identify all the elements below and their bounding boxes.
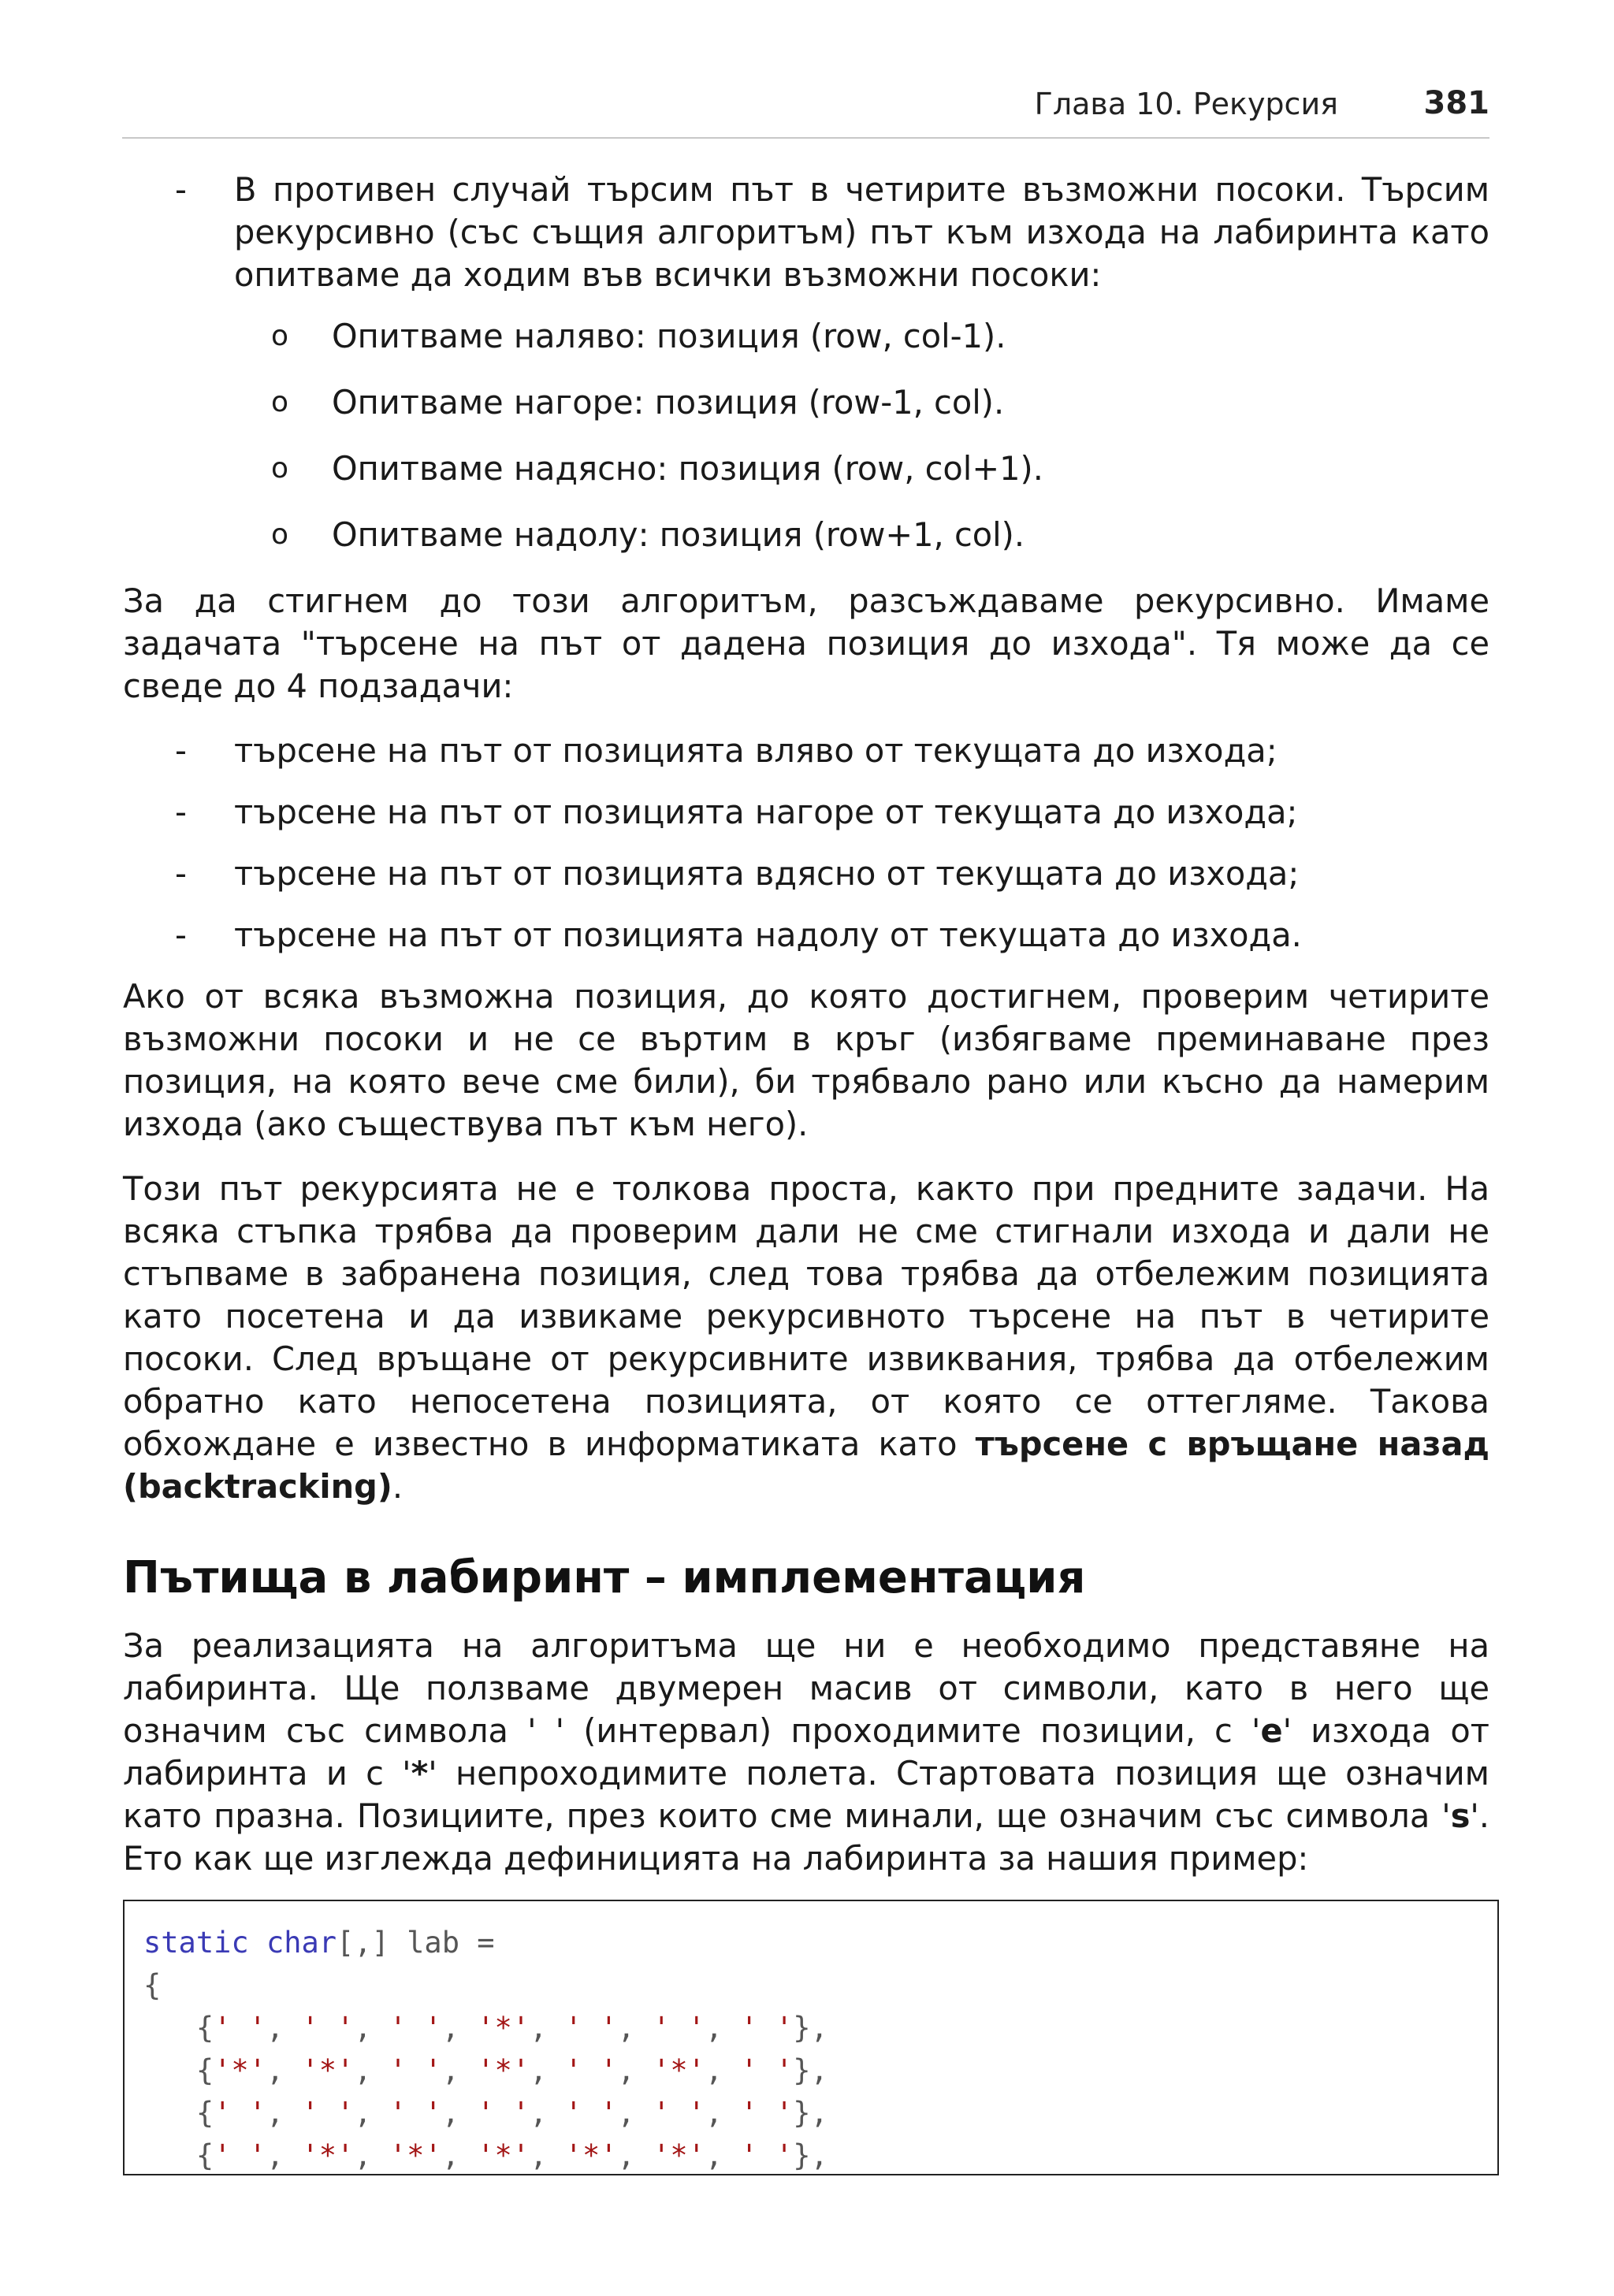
list-item bbox=[123, 791, 1489, 834]
code-char-literal: ' ' bbox=[653, 2096, 705, 2130]
section-title: Пътища в лабиринт – имплементация bbox=[123, 1552, 1086, 1603]
text-fragment: За реализацията на алгоритъма ще ни е необходимо представяне на лабиринта. Ще ползваме двумерен масив от символи, като в него ще означим със символа ' ' (интервал) проходимите позиции, с ' bbox=[123, 1626, 1489, 1750]
text-fragment: '. Ето как ще изглежда дефиницията на лабиринта за нашия пример: bbox=[123, 1796, 1489, 1878]
code-char-literal: ' ' bbox=[389, 2011, 442, 2045]
code-char-literal: ' ' bbox=[564, 2011, 618, 2045]
subtask-text: търсене на път от позицията нагоре от текущата до изхода; bbox=[234, 793, 1298, 831]
code-char-literal: ' ' bbox=[301, 2011, 355, 2045]
code-char-literal: '*' bbox=[389, 2138, 442, 2172]
code-char-literal: ' ' bbox=[214, 2096, 266, 2130]
list-item bbox=[123, 853, 1489, 895]
dash-marker: - bbox=[175, 916, 187, 954]
code-char-literal: ' ' bbox=[740, 2053, 794, 2087]
backtracking-term: търсене с връщане назад (backtracking) bbox=[123, 1425, 1489, 1506]
list-item bbox=[123, 169, 1489, 296]
code-keyword: char bbox=[266, 1926, 337, 1960]
code-char-literal: '*' bbox=[301, 2053, 355, 2087]
code-open-brace: { bbox=[143, 1968, 162, 2002]
code-char-literal: '*' bbox=[477, 2138, 530, 2172]
paragraph-end: . bbox=[392, 1467, 404, 1506]
dash-marker: - bbox=[175, 170, 187, 209]
paragraph-representation bbox=[123, 1625, 1489, 1880]
paragraph-recursion-idea: За да стигнем до този алгоритъм, разсъждаваме рекурсивно. Имаме задачата "търсене на път от дадена позиция до изхода". Тя може да се сведе до 4 подзадачи: bbox=[123, 581, 1489, 705]
circle-bullet-icon: o bbox=[271, 452, 289, 485]
code-declaration-line bbox=[143, 1922, 1497, 1964]
code-char-literal: '*' bbox=[301, 2138, 355, 2172]
exit-symbol: e bbox=[1260, 1711, 1283, 1750]
direction-text: Опитваме надолу: позиция (row+1, col). bbox=[332, 515, 1025, 554]
direction-text: Опитваме надясно: позиция (row, col+1). bbox=[332, 449, 1043, 488]
paragraph-exit-search: Ако от всяка възможна позиция, до която достигнем, проверим четирите възможни посоки и не се въртим в кръг (избягваме преминаване през позиция, на която вече сме били), би трябвало рано или късно да намерим изхода (ако съществува път към него). bbox=[123, 977, 1489, 1143]
circle-bullet-icon: o bbox=[271, 320, 289, 352]
dash-marker: - bbox=[175, 793, 187, 831]
chapter-title: Глава 10. Рекурсия bbox=[1034, 87, 1338, 121]
text-fragment: ' изхода от лабиринта и с ' bbox=[123, 1711, 1489, 1793]
paragraph-backtracking bbox=[123, 1168, 1489, 1508]
code-maze-row: {' ', '*', '*', '*', '*', '*', ' '}, bbox=[143, 2138, 828, 2172]
page-header bbox=[122, 82, 1489, 139]
code-char-literal: '*' bbox=[653, 2138, 705, 2172]
visited-symbol: s bbox=[1450, 1796, 1471, 1835]
code-char-literal: ' ' bbox=[740, 2138, 794, 2172]
code-char-literal: ' ' bbox=[740, 2096, 794, 2130]
code-char-literal: ' ' bbox=[477, 2096, 530, 2130]
list-item bbox=[123, 914, 1489, 957]
list-item bbox=[123, 315, 1489, 358]
direction-text: Опитваме нагоре: позиция (row-1, col). bbox=[332, 383, 1005, 422]
code-char-literal: ' ' bbox=[740, 2011, 794, 2045]
wall-symbol: * bbox=[411, 1754, 429, 1793]
dash-marker: - bbox=[175, 731, 187, 770]
page-number: 381 bbox=[1423, 85, 1489, 121]
code-maze-row: {'*', '*', ' ', '*', ' ', '*', ' '}, bbox=[143, 2053, 828, 2087]
code-keyword: static bbox=[143, 1926, 249, 1960]
list-item bbox=[123, 514, 1489, 556]
paragraph-text: Този път рекурсията не е толкова проста, както при предните задачи. На всяка стъпка трябва да проверим дали не сме стигнали изхода и дали не стъпваме в забранена позиция, след това трябва да отбележим позицията като посетена и да извикаме рекурсивното търсене на път в четирите посоки. След връщане от рекурсивните извиквания, трябва да отбележим обратно като непосетена позицията, от която се оттегляме. Такова обхождане е известно в информатиката като bbox=[123, 1169, 1489, 1463]
code-maze-row: {' ', ' ', ' ', '*', ' ', ' ', ' '}, bbox=[143, 2011, 828, 2045]
circle-bullet-icon: o bbox=[271, 518, 289, 551]
direction-text: Опитваме наляво: позиция (row, col-1). bbox=[332, 317, 1006, 355]
list-item-text: В противен случай търсим път в четирите възможни посоки. Търсим рекурсивно (със същия алгоритъм) път към изхода на лабиринта като опитваме да ходим във всички възможни посоки: bbox=[234, 170, 1489, 294]
code-char-literal: ' ' bbox=[301, 2096, 355, 2130]
subtask-text: търсене на път от позицията надолу от текущата до изхода. bbox=[234, 916, 1302, 954]
code-block bbox=[123, 1900, 1499, 2175]
code-char-literal: ' ' bbox=[564, 2053, 618, 2087]
dash-marker: - bbox=[175, 854, 187, 893]
subtask-list bbox=[123, 730, 1489, 957]
code-char-literal: ' ' bbox=[214, 2011, 266, 2045]
page-content bbox=[123, 169, 1489, 1902]
code-char-literal: '*' bbox=[477, 2053, 530, 2087]
intro-list bbox=[123, 169, 1489, 296]
code-char-literal: ' ' bbox=[214, 2138, 266, 2172]
text-fragment: ' непроходимите полета. Стартовата позиция ще означим като празна. Позициите, през които сме минали, ще означим със символа ' bbox=[123, 1754, 1489, 1835]
code-char-literal: '*' bbox=[653, 2053, 705, 2087]
code-char-literal: ' ' bbox=[653, 2011, 705, 2045]
list-item bbox=[123, 381, 1489, 424]
code-char-literal: ' ' bbox=[389, 2053, 442, 2087]
list-item bbox=[123, 730, 1489, 772]
code-char-literal: ' ' bbox=[389, 2096, 442, 2130]
code-text: [,] lab = bbox=[337, 1926, 495, 1960]
code-rows bbox=[143, 2007, 1497, 2177]
subtask-text: търсене на път от позицията вдясно от текущата до изхода; bbox=[234, 854, 1300, 893]
code-maze-row: {' ', ' ', ' ', ' ', ' ', ' ', ' '}, bbox=[143, 2096, 828, 2130]
code-char-literal: '*' bbox=[564, 2138, 618, 2172]
code-char-literal: '*' bbox=[477, 2011, 530, 2045]
code-char-literal: '*' bbox=[214, 2053, 266, 2087]
code-char-literal: ' ' bbox=[564, 2096, 618, 2130]
list-item bbox=[123, 448, 1489, 490]
subtask-text: търсене на път от позицията вляво от текущата до изхода; bbox=[234, 731, 1277, 770]
circle-bullet-icon: o bbox=[271, 386, 289, 418]
direction-list bbox=[123, 315, 1489, 556]
